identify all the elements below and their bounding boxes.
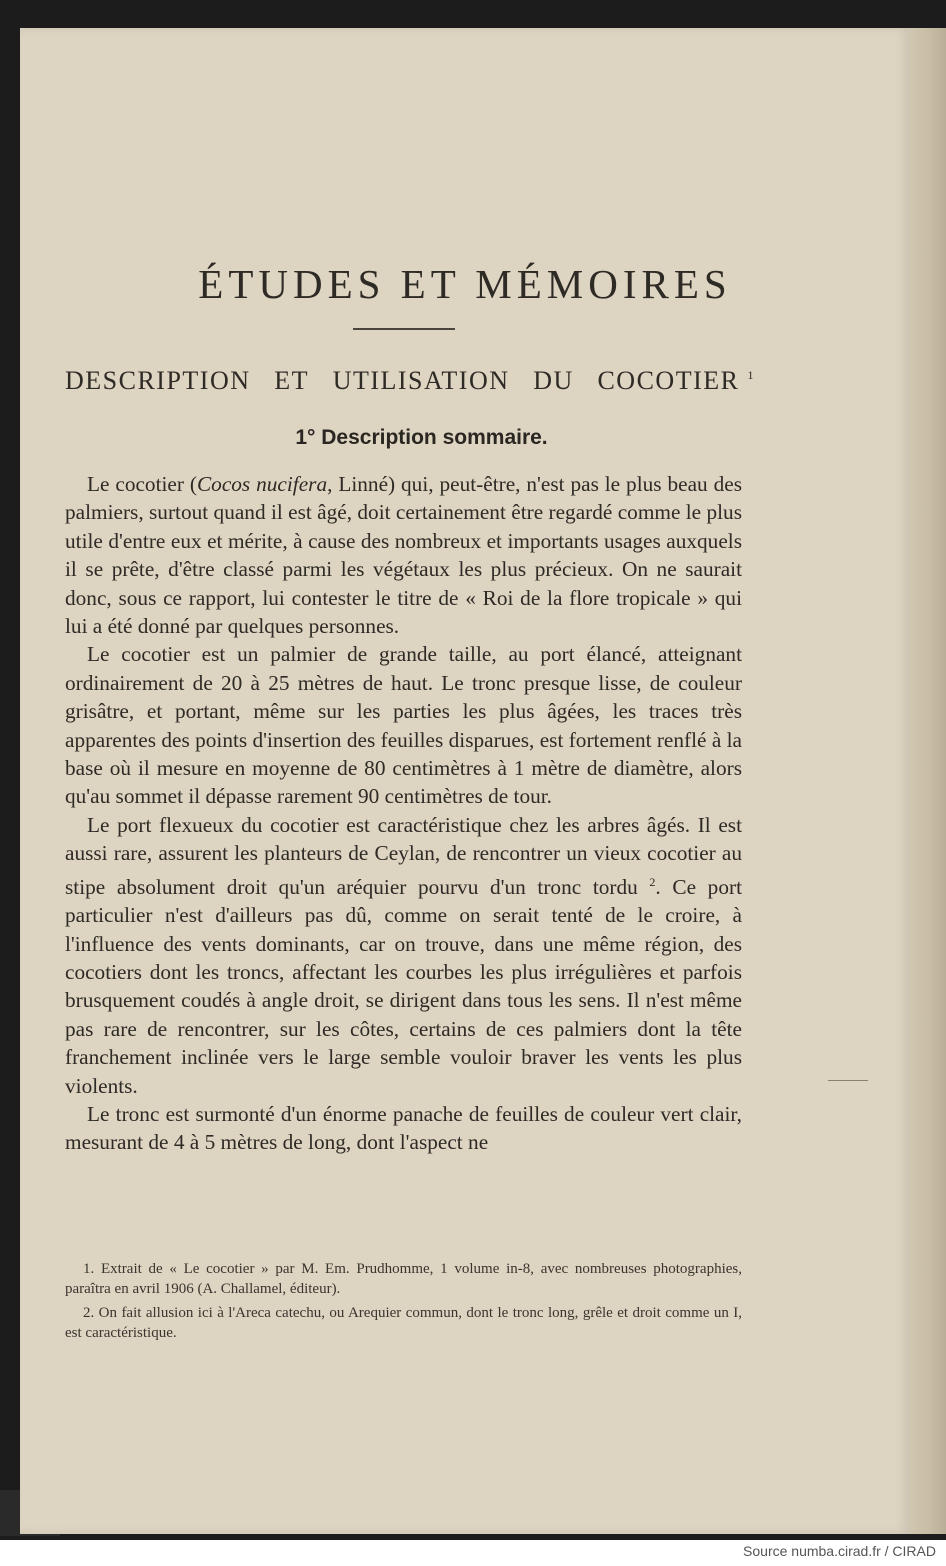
article-title-word: DESCRIPTION [65,366,251,395]
heading-rule [353,328,455,330]
paragraph-1-text-b: , Linné) qui, peut-être, n'est pas le plus beau des palmiers, surtout quand il est âgé, doit certainement être regardé comme le plus utile d'entre eux et mérite, à cause des nombreux et importants usages auxquels il se prête, d'être classé parmi les végétaux les plus précieux. On ne saurait donc, sous ce rapport, lui contester le titre de « Roi de la flore tropicale » qui lui a été donné par quelques personnes. [65,472,742,639]
article-title-last [597,366,755,396]
paragraph-1-text-a: Le cocotier ( [87,472,197,496]
paragraph-3-text-b: . Ce port particulier n'est d'ailleurs pas dû, comme on serait tenté de le croire, à l'influence des vents dominants, car on trouve, dans une même région, des cocotiers dont les troncs, affectant les courbes les plus irrégulières et parfois brusquement coudés à angle droit, se dirigent dans tous les sens. Il n'est même pas rare de rencontrer, sur les côtes, certains de ces palmiers dont la tête franchement inclinée vers le large semble vouloir braver les vents les plus violents. [65,874,742,1098]
body-text [65,470,742,1157]
article-title-word: ET [274,366,309,395]
article-title-word: DU [533,366,574,395]
paragraph-2: Le cocotier est un palmier de grande taille, au port élancé, atteignant ordinairement de 20 à 25 mètres de haut. Le tronc presque lisse, de couleur grisâtre, et portant, même sur les parties les plus âgées, les traces très apparentes des points d'insertion des feuilles disparues, est fortement renflé à la base où il mesure en moyenne de 80 centimètres à 1 mètre de diamètre, alors qu'au sommet il dépasse rarement 90 centimètres de tour. [65,642,742,809]
footnote-1: 1. Extrait de « Le cocotier » par M. Em. Prudhomme, 1 volume in-8, avec nombreuses photographies, paraîtra en avril 1906 (A. Challamel, éditeur). [65,1261,742,1297]
article-title-word: UTILISATION [332,366,510,395]
footnote-ref-2: 2 [649,874,656,889]
page-heading: ÉTUDES ET MÉMOIRES [198,261,732,307]
margin-mark [828,1080,868,1081]
footnote-2: 2. On fait allusion ici à l'Areca catechu, ou Arequier commun, dont le tronc long, grêle et droit comme un I, est caractéristique. [65,1305,742,1341]
document-page [20,28,910,1534]
footnote-ref-1: 1 [747,368,755,382]
article-title-word: COCOTIER [597,366,740,395]
paragraph-3-text-a: Le port flexueux du cocotier est caractéristique chez les arbres âgés. Il est aussi rare, assurent les planteurs de Ceylan, de rencontrer un vieux cocotier au stipe absolument droit qu'un aréquier pourvu d'un tronc tordu [65,812,742,899]
paragraph-3 [65,811,742,1100]
scientific-name: Cocos nucifera [196,472,328,496]
section-title: 1° Description sommaire. [295,426,548,449]
paragraph-1 [65,470,742,640]
paragraph-4: Le tronc est surmonté d'un énorme panache de feuilles de couleur vert clair, mesurant de 4 à 5 mètres de long, dont l'aspect ne [65,1102,742,1155]
source-credit: Source numba.cirad.fr / CIRAD [743,1543,936,1559]
footnotes [65,1260,742,1348]
article-title [65,366,755,396]
